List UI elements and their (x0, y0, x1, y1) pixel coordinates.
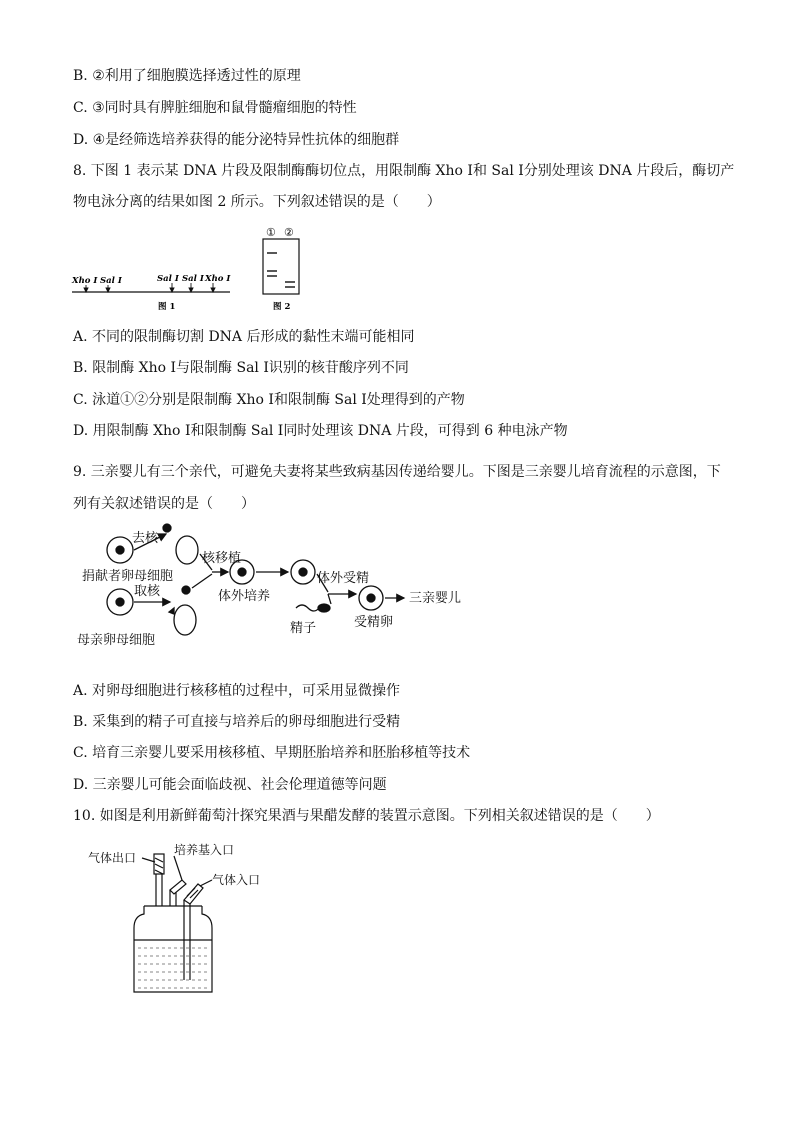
q8-figures (70, 225, 320, 317)
q9-stem-line-2: 列有关叙述错误的是（ ） (73, 496, 255, 512)
label-in-vitro-fertilization: 体外受精 (317, 571, 370, 586)
site-label-sal-2: Sal Ⅰ (157, 274, 179, 284)
lane-label-2: ② (284, 226, 294, 239)
q9-option-b: B. 采集到的精子可直接与培养后的卵母细胞进行受精 (73, 714, 401, 730)
q8-option-b: B. 限制酶 Xho Ⅰ与限制酶 Sal Ⅰ识别的核苷酸序列不同 (73, 360, 409, 376)
q9-option-d: D. 三亲婴儿可能会面临歧视、社会伦理道德等问题 (73, 777, 387, 793)
q8-option-d: D. 用限制酶 Xho Ⅰ和限制酶 Sal Ⅰ同时处理该 DNA 片段，可得到 6 种电泳产物 (73, 423, 568, 439)
label-mother-egg: 母亲卵母细胞 (77, 633, 156, 648)
lane-label-1: ① (266, 226, 276, 239)
electrophoresis-gel-figure (263, 226, 299, 312)
figure-1-caption: 图 1 (158, 302, 176, 312)
q8-option-a: A. 不同的限制酶切割 DNA 后形成的黏性末端可能相同 (73, 329, 415, 345)
label-three-parent-baby: 三亲婴儿 (409, 591, 462, 606)
dna-fragment-figure (71, 274, 231, 312)
sperm-tail (296, 605, 319, 611)
fermentation-apparatus-diagram (86, 840, 286, 1000)
nucleus (116, 598, 124, 606)
label-in-vitro-culture: 体外培养 (218, 589, 271, 604)
site-label-xho-1: Xho Ⅰ (72, 276, 98, 286)
q8-option-c: C. 泳道①②分别是限制酶 Xho Ⅰ和限制酶 Sal Ⅰ处理得到的产物 (73, 392, 465, 408)
mother-egg-remnant (174, 605, 196, 635)
label-gas-outlet: 气体出口 (88, 851, 137, 865)
q9-option-c: C. 培育三亲婴儿要采用核移植、早期胚胎培养和胚胎移植等技术 (73, 745, 471, 761)
label-nuclear-transfer: 核移植 (202, 551, 242, 566)
enucleated-egg (176, 536, 198, 564)
taken-nucleus (182, 586, 190, 594)
figure-2-caption: 图 2 (273, 302, 291, 312)
q8-stem-line-2: 物电泳分离的结果如图 2 所示。下列叙述错误的是（ ） (73, 194, 441, 210)
site-label-sal-3: Sal Ⅰ (182, 274, 204, 284)
label-take-nucleus: 取核 (134, 584, 161, 599)
label-remove-nucleus: 去核 (132, 531, 159, 546)
label-gas-inlet: 气体入口 (212, 873, 261, 887)
three-parent-baby-diagram (72, 522, 482, 666)
removed-nucleus (163, 524, 171, 532)
q7-option-b: B. ②利用了细胞膜选择透过性的原理 (73, 68, 301, 84)
site-label-sal-1: Sal Ⅰ (100, 276, 122, 286)
label-fertilized-egg: 受精卵 (354, 615, 394, 630)
q7-option-d: D. ④是经筛选培养获得的能分泌特异性抗体的细胞群 (73, 132, 400, 148)
q9-stem-line-1: 9. 三亲婴儿有三个亲代，可避免夫妻将某些致病基因传递给婴儿。下图是三亲婴儿培育流程的示意图，下 (73, 464, 721, 480)
sperm-head (318, 604, 330, 612)
label-donor-egg: 捐献者卵母细胞 (82, 569, 174, 584)
nucleus (116, 546, 124, 554)
q7-option-c: C. ③同时具有脾脏细胞和鼠骨髓瘤细胞的特性 (73, 100, 357, 116)
label-sperm: 精子 (290, 621, 317, 636)
bottle (134, 906, 212, 992)
site-label-xho-2: Xho Ⅰ (205, 274, 231, 284)
q10-stem: 10. 如图是利用新鲜葡萄汁探究果酒与果醋发酵的装置示意图。下列相关叙述错误的是（ ） (73, 808, 660, 824)
q8-stem-line-1: 8. 下图 1 表示某 DNA 片段及限制酶酶切位点，用限制酶 Xho Ⅰ和 Sal Ⅰ分别处理该 DNA 片段后，酶切产 (73, 163, 735, 179)
label-medium-inlet: 培养基入口 (174, 843, 235, 857)
q9-option-a: A. 对卵母细胞进行核移植的过程中，可采用显微操作 (73, 683, 401, 699)
